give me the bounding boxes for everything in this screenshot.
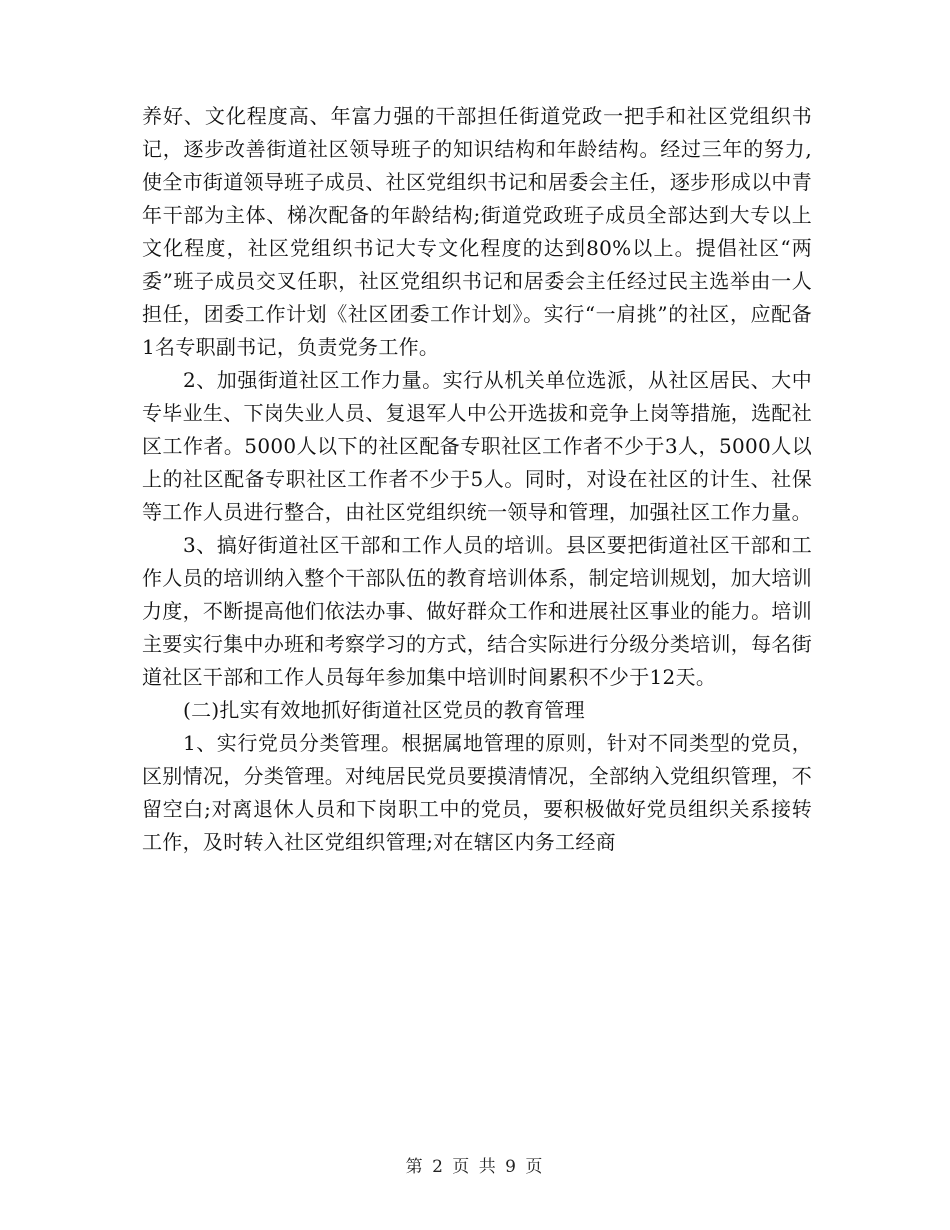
paragraph-workforce: 2、加强街道社区工作力量。实行从机关单位选派，从社区居民、大中专毕业生、下岗失业人员、复退军人中公开选拔和竞争上岗等措施，选配社区工作者。5000人以下的社区配备专职社区工作者不少于3人，5000人以上的社区配备专职社区工作者不少于5人。同时，对设在社区的计生、社保等工作人员进行整合，由社区党组织统一领导和管理，加强社区工作力量。 — [142, 368, 812, 524]
paragraph-training: 3、搞好街道社区干部和工作人员的培训。县区要把街道社区干部和工作人员的培训纳入整个干部队伍的教育培训体系，制定培训规划，加大培训力度，不断提高他们依法办事、做好群众工作和进展社区事业的能力。培训主要实行集中办班和考察学习的方式，结合实际进行分级分类培训，每名街道社区干部和工作人员每年参加集中培训时间累积不少于12天。 — [142, 533, 812, 689]
document-body — [142, 100, 812, 859]
paragraph-leadership-structure: 养好、文化程度高、年富力强的干部担任街道党政一把手和社区党组织书记，逐步改善街道社区领导班子的知识结构和年龄结构。经过三年的努力,使全市街道领导班子成员、社区党组织书记和居委会主任，逐步形成以中青年干部为主体、梯次配备的年龄结构;街道党政班子成员全部达到大专以上文化程度，社区党组织书记大专文化程度的达到80%以上。提倡社区“两委”班子成员交叉任职，社区党组织书记和居委会主任经过民主选举由一人担任，团委工作计划《社区团委工作计划》。实行“一肩挑”的社区，应配备1名专职副书记，负责党务工作。 — [142, 104, 812, 359]
page-number-footer: 第 2 页 共 9 页 — [405, 1157, 545, 1177]
section-heading-party-member-management: (二)扎实有效地抓好街道社区党员的教育管理 — [183, 698, 585, 722]
paragraph-classified-management: 1、实行党员分类管理。根据属地管理的原则，针对不同类型的党员，区别情况，分类管理。对纯居民党员要摸清情况，全部纳入党组织管理，不留空白;对离退休人员和下岗职工中的党员，要积极做好党员组织关系接转工作，及时转入社区党组织管理;对在辖区内务工经商 — [142, 731, 812, 854]
